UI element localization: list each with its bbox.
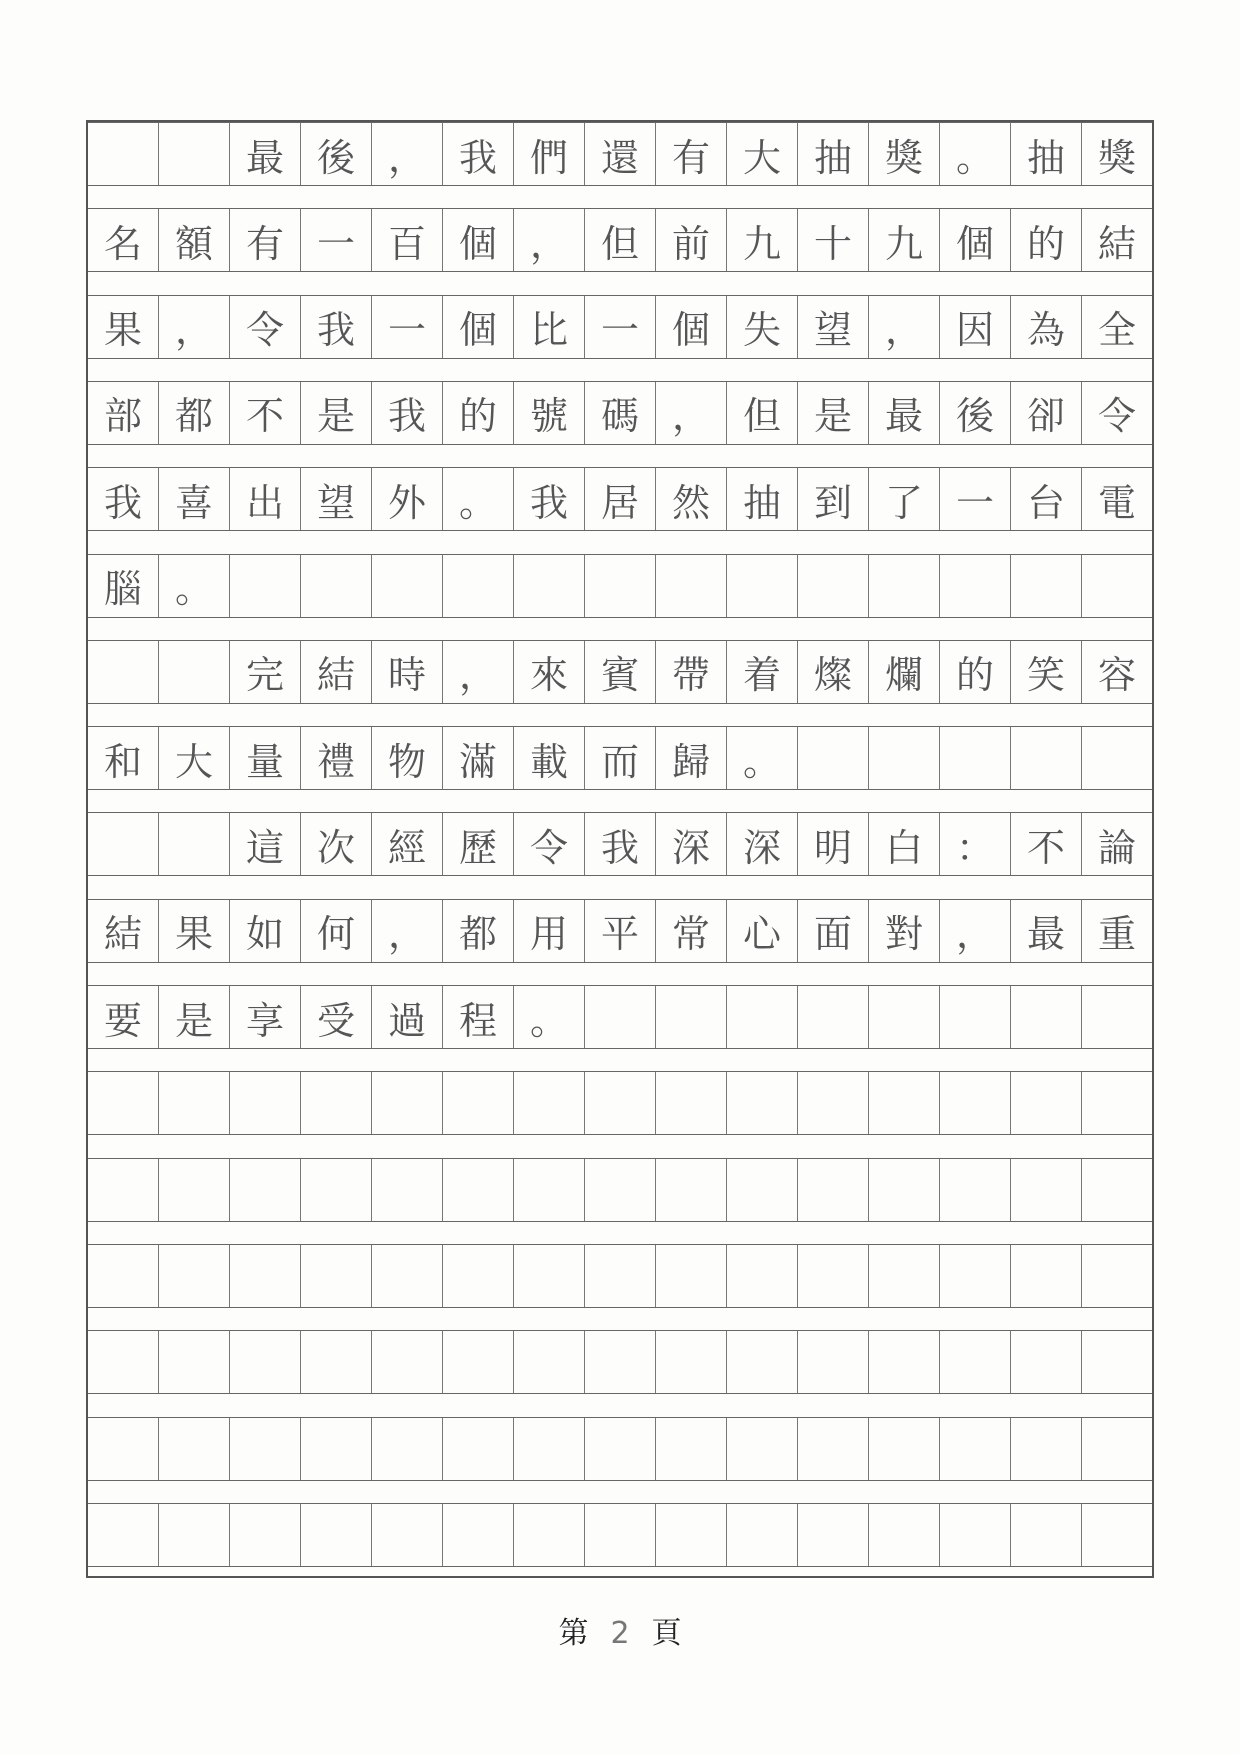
grid-cell: [869, 555, 940, 617]
grid-cell: 的: [940, 641, 1011, 703]
grid-cell: 還: [585, 123, 656, 185]
grid-cell: [1082, 1418, 1152, 1480]
grid-cell: 次: [301, 813, 372, 875]
grid-cell: 面: [798, 900, 869, 962]
grid-cell: [869, 1418, 940, 1480]
grid-cell: [727, 986, 798, 1048]
grid-cell: 額: [159, 209, 230, 271]
grid-cell: 容: [1097, 653, 1136, 698]
grid-cell: [514, 1159, 585, 1221]
grid-cell: 不: [1011, 813, 1082, 875]
grid-cell: 我: [443, 123, 514, 185]
grid-row: [88, 1158, 1152, 1222]
grid-cell: 十: [798, 209, 869, 271]
grid-cell: [869, 727, 940, 789]
grid-row: [88, 726, 1152, 790]
grid-cell: [443, 1072, 514, 1134]
grid-cell: [798, 727, 869, 789]
grid-cell: [88, 641, 159, 703]
grid-cell: 歸: [656, 727, 727, 789]
grid-cell: [798, 1159, 869, 1221]
grid-cell: 。: [514, 986, 585, 1048]
grid-cell: ，: [869, 296, 940, 358]
grid-cell: [1082, 727, 1152, 789]
grid-cell: 是: [798, 382, 869, 444]
grid-cell: [585, 1245, 656, 1307]
grid-cell: [1082, 1072, 1152, 1134]
grid-cell: [514, 1331, 585, 1393]
grid-cell: [1082, 1504, 1152, 1566]
grid-cell: 果: [88, 296, 159, 358]
grid-cell: [1011, 1072, 1082, 1134]
grid-cell: 享: [230, 986, 301, 1048]
grid-cell: [1082, 986, 1152, 1048]
grid-cell: [656, 1072, 727, 1134]
grid-cell: [1011, 727, 1082, 789]
grid-cell: 如: [230, 900, 301, 962]
grid-cell: [869, 1504, 940, 1566]
grid-cell: [940, 555, 1011, 617]
grid-cell: [443, 555, 514, 617]
grid-cell: 時: [372, 641, 443, 703]
grid-cell: 但: [585, 209, 656, 271]
grid-cell: [514, 1072, 585, 1134]
grid-cell: 因: [940, 296, 1011, 358]
grid-cell: 一: [372, 296, 443, 358]
grid-cell: 台: [1011, 468, 1082, 530]
grid-cell: 過: [372, 986, 443, 1048]
grid-cell: ，: [514, 209, 585, 271]
grid-cell: [159, 1245, 230, 1307]
grid-cell: 大: [727, 123, 798, 185]
grid-cell: 前: [656, 209, 727, 271]
grid-cell: [372, 1245, 443, 1307]
grid-cell: 卻: [1011, 382, 1082, 444]
grid-cell: 為: [1011, 296, 1082, 358]
grid-cell: [88, 813, 159, 875]
grid-cell: 重: [1097, 912, 1136, 957]
grid-cell: [585, 1331, 656, 1393]
grid-cell: 九: [727, 209, 798, 271]
grid-cell: 量: [230, 727, 301, 789]
grid-cell: [372, 1159, 443, 1221]
grid-cell: ，: [372, 900, 443, 962]
grid-cell: [88, 123, 159, 185]
grid-cell: [1011, 1159, 1082, 1221]
grid-row: [88, 122, 1152, 186]
grid-cell: [869, 986, 940, 1048]
grid-cell: [727, 555, 798, 617]
grid-cell: ：: [940, 813, 1011, 875]
grid-cell: [159, 1418, 230, 1480]
grid-cell: [656, 555, 727, 617]
grid-cell: 平: [585, 900, 656, 962]
grid-cell: 有: [656, 123, 727, 185]
grid-cell: [301, 1418, 372, 1480]
grid-cell: 居: [585, 468, 656, 530]
grid-cell: 。: [940, 123, 1011, 185]
grid-cell: [656, 1504, 727, 1566]
grid-cell: [1011, 1504, 1082, 1566]
grid-cell: 一: [585, 296, 656, 358]
grid-cell: [88, 1072, 159, 1134]
grid-cell: 是: [159, 986, 230, 1048]
grid-cell: 白: [869, 813, 940, 875]
grid-cell: [798, 1245, 869, 1307]
grid-cell: 令: [514, 813, 585, 875]
grid-cell: 出: [230, 468, 301, 530]
grid-cell: 完: [230, 641, 301, 703]
grid-cell: [940, 1245, 1011, 1307]
grid-cell: 最: [1011, 900, 1082, 962]
grid-cell: 失: [727, 296, 798, 358]
grid-cell: 要: [88, 986, 159, 1048]
grid-row: [88, 554, 1152, 618]
grid-row: [88, 295, 1152, 359]
grid-cell: [727, 1418, 798, 1480]
grid-cell: [1082, 555, 1152, 617]
grid-cell: 喜: [159, 468, 230, 530]
grid-cell: 令: [230, 296, 301, 358]
grid-cell: [1082, 1331, 1152, 1393]
grid-cell: 爛: [869, 641, 940, 703]
grid-cell: 然: [656, 468, 727, 530]
grid-cell: [88, 1331, 159, 1393]
grid-cell: 名: [88, 209, 159, 271]
grid-cell: [656, 1331, 727, 1393]
grid-cell: [585, 986, 656, 1048]
grid-cell: [727, 1504, 798, 1566]
grid-cell: [372, 1331, 443, 1393]
grid-cell: ，: [656, 382, 727, 444]
grid-cell: [159, 1331, 230, 1393]
grid-cell: 物: [372, 727, 443, 789]
grid-cell: ，: [159, 296, 230, 358]
grid-cell: 而: [585, 727, 656, 789]
grid-cell: [230, 1504, 301, 1566]
grid-cell: 結: [88, 900, 159, 962]
grid-cell: [656, 1418, 727, 1480]
grid-cell: 九: [869, 209, 940, 271]
grid-cell: [585, 1418, 656, 1480]
grid-cell: 經: [372, 813, 443, 875]
grid-row: [88, 208, 1152, 272]
grid-cell: [301, 555, 372, 617]
grid-cell: [585, 555, 656, 617]
grid-cell: 腦: [88, 555, 159, 617]
grid-cell: [230, 555, 301, 617]
grid-cell: ，: [372, 123, 443, 185]
grid-cell: [798, 1072, 869, 1134]
grid-cell: 的: [443, 382, 514, 444]
grid-cell: 有: [230, 209, 301, 271]
grid-cell: 到: [798, 468, 869, 530]
page-suffix: 頁: [651, 1616, 682, 1651]
grid-cell: [1011, 986, 1082, 1048]
grid-cell: 電: [1097, 480, 1136, 525]
grid-cell: 歷: [443, 813, 514, 875]
grid-cell: 心: [727, 900, 798, 962]
grid-cell: 抽: [798, 123, 869, 185]
grid-cell: 碼: [585, 382, 656, 444]
grid-cell: 常: [656, 900, 727, 962]
grid-cell: 果: [159, 900, 230, 962]
grid-cell: [727, 1072, 798, 1134]
grid-cell: [230, 1331, 301, 1393]
page-number: 2: [610, 1616, 630, 1651]
grid-row: [88, 1503, 1152, 1567]
grid-cell: 號: [514, 382, 585, 444]
grid-cell: 來: [514, 641, 585, 703]
grid-cell: [443, 1159, 514, 1221]
grid-cell: 全: [1097, 308, 1136, 353]
grid-cell: 後: [301, 123, 372, 185]
grid-cell: [301, 1072, 372, 1134]
grid-cell: 結: [301, 641, 372, 703]
grid-cell: [372, 1504, 443, 1566]
grid-cell: 後: [940, 382, 1011, 444]
grid-cell: 着: [727, 641, 798, 703]
grid-cell: ，: [940, 900, 1011, 962]
grid-cell: [585, 1504, 656, 1566]
grid-cell: [159, 1072, 230, 1134]
grid-cell: [88, 1418, 159, 1480]
grid-cell: [798, 1331, 869, 1393]
grid-cell: 一: [301, 209, 372, 271]
grid-cell: [798, 1504, 869, 1566]
grid-cell: [301, 1504, 372, 1566]
grid-cell: [443, 1418, 514, 1480]
grid-cell: [727, 1331, 798, 1393]
grid-cell: 禮: [301, 727, 372, 789]
grid-cell: [443, 1245, 514, 1307]
grid-cell: ，: [443, 641, 514, 703]
grid-cell: 部: [88, 382, 159, 444]
grid-cell: [869, 1159, 940, 1221]
grid-cell: 滿: [443, 727, 514, 789]
grid-cell: 個: [443, 209, 514, 271]
grid-cell: 的: [1011, 209, 1082, 271]
page-footer: [0, 1608, 1240, 1652]
grid-cell: [443, 1331, 514, 1393]
grid-row: [88, 985, 1152, 1049]
grid-cell: [798, 1418, 869, 1480]
grid-cell: 百: [372, 209, 443, 271]
grid-cell: [159, 123, 230, 185]
grid-cell: [301, 1245, 372, 1307]
grid-cell: [514, 555, 585, 617]
grid-cell: [940, 986, 1011, 1048]
grid-cell: [585, 1072, 656, 1134]
grid-cell: 大: [159, 727, 230, 789]
grid-cell: 我: [585, 813, 656, 875]
grid-cell: 抽: [1011, 123, 1082, 185]
grid-cell: 載: [514, 727, 585, 789]
grid-cell: 望: [798, 296, 869, 358]
grid-cell: 程: [443, 986, 514, 1048]
grid-row: [88, 812, 1152, 876]
grid-cell: 何: [301, 900, 372, 962]
grid-cell: 最: [869, 382, 940, 444]
grid-cell: 我: [301, 296, 372, 358]
grid-row: [88, 467, 1152, 531]
grid-row: [88, 640, 1152, 704]
grid-cell: 。: [443, 468, 514, 530]
grid-cell: [1011, 555, 1082, 617]
grid-cell: 論: [1097, 825, 1136, 870]
grid-cell: 最: [230, 123, 301, 185]
grid-cell: [1082, 1245, 1152, 1307]
grid-cell: [230, 1159, 301, 1221]
grid-cell: [443, 1504, 514, 1566]
grid-cell: [656, 986, 727, 1048]
grid-cell: 我: [372, 382, 443, 444]
grid-cell: [1011, 1331, 1082, 1393]
grid-cell: [940, 727, 1011, 789]
grid-cell: 。: [159, 555, 230, 617]
page-prefix: 第: [558, 1616, 589, 1651]
grid-cell: [301, 1331, 372, 1393]
grid-cell: 我: [514, 468, 585, 530]
grid-cell: 和: [88, 727, 159, 789]
grid-cell: [301, 1159, 372, 1221]
grid-cell: [372, 1072, 443, 1134]
grid-cell: 對: [869, 900, 940, 962]
grid-row: [88, 1330, 1152, 1394]
grid-row: [88, 381, 1152, 445]
grid-cell: [940, 1504, 1011, 1566]
grid-cell: [514, 1504, 585, 1566]
grid-cell: 個: [940, 209, 1011, 271]
grid-cell: [230, 1418, 301, 1480]
grid-cell: 燦: [798, 641, 869, 703]
grid-cell: 一: [940, 468, 1011, 530]
grid-cell: [230, 1245, 301, 1307]
grid-cell: 外: [372, 468, 443, 530]
grid-cell: 們: [514, 123, 585, 185]
grid-cell: [1011, 1245, 1082, 1307]
grid-row: [88, 899, 1152, 963]
grid-cell: 獎: [1097, 135, 1136, 180]
grid-cell: 抽: [727, 468, 798, 530]
grid-cell: [869, 1331, 940, 1393]
grid-cell: 都: [443, 900, 514, 962]
grid-cell: 這: [230, 813, 301, 875]
grid-cell: [1011, 1418, 1082, 1480]
grid-cell: 獎: [869, 123, 940, 185]
grid-cell: 。: [727, 727, 798, 789]
grid-cell: 受: [301, 986, 372, 1048]
grid-cell: [88, 1504, 159, 1566]
grid-row: [88, 1417, 1152, 1481]
grid-cell: 但: [727, 382, 798, 444]
grid-cell: [940, 1072, 1011, 1134]
grid-cell: [656, 1159, 727, 1221]
grid-cell: [88, 1159, 159, 1221]
grid-row: [88, 1071, 1152, 1135]
grid-cell: 比: [514, 296, 585, 358]
grid-cell: 是: [301, 382, 372, 444]
grid-cell: 個: [656, 296, 727, 358]
grid-cell: [159, 813, 230, 875]
grid-cell: [514, 1245, 585, 1307]
grid-cell: [869, 1245, 940, 1307]
grid-cell: [727, 1245, 798, 1307]
grid-cell: 用: [514, 900, 585, 962]
grid-cell: [940, 1331, 1011, 1393]
grid-cell: [656, 1245, 727, 1307]
grid-cell: [159, 1159, 230, 1221]
grid-cell: [372, 555, 443, 617]
grid-cell: 個: [443, 296, 514, 358]
grid-cell: [798, 555, 869, 617]
grid-cell: [940, 1159, 1011, 1221]
grid-cell: [869, 1072, 940, 1134]
grid-cell: 我: [88, 468, 159, 530]
grid-cell: 賓: [585, 641, 656, 703]
grid-cell: [798, 986, 869, 1048]
grid-cell: 不: [230, 382, 301, 444]
grid-cell: 笑: [1011, 641, 1082, 703]
grid-cell: 令: [1097, 394, 1136, 439]
grid-cell: [585, 1159, 656, 1221]
grid-cell: 了: [869, 468, 940, 530]
grid-cell: [940, 1418, 1011, 1480]
grid-cell: 深: [656, 813, 727, 875]
grid-cell: 都: [159, 382, 230, 444]
grid-cell: [1082, 1159, 1152, 1221]
grid-cell: [727, 1159, 798, 1221]
grid-cell: 望: [301, 468, 372, 530]
writing-grid-sheet: [86, 120, 1154, 1578]
grid-cell: [230, 1072, 301, 1134]
grid-cell: [372, 1418, 443, 1480]
grid-cell: [88, 1245, 159, 1307]
grid-cell: 帶: [656, 641, 727, 703]
grid-row: [88, 1244, 1152, 1308]
grid-cell: 明: [798, 813, 869, 875]
grid-cell: [159, 1504, 230, 1566]
grid-cell: 深: [727, 813, 798, 875]
grid-cell: 結: [1097, 221, 1136, 266]
grid-cell: [159, 641, 230, 703]
grid-cell: [514, 1418, 585, 1480]
